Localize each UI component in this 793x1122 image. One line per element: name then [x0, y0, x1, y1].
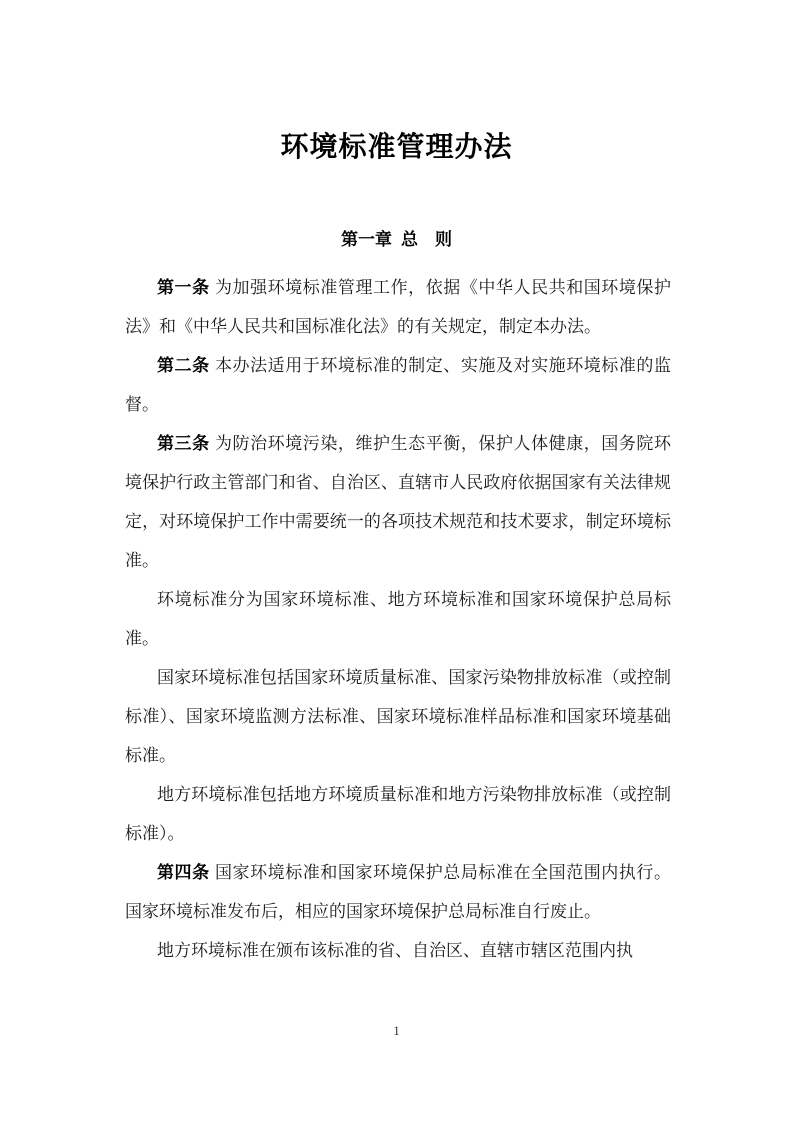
article-paragraph: [125, 424, 671, 580]
article-text: 国家环境标准包括国家环境质量标准、国家污染物排放标准（或控制标准）、国家环境监测方法标准、国家环境标准样品标准和国家环境基础标准。: [125, 668, 671, 765]
chapter-name: 总 则: [401, 230, 452, 249]
article-text: 环境标准分为国家环境标准、地方环境标准和国家环境保护总局标准。: [125, 590, 671, 648]
article-text: 地方环境标准包括地方环境质量标准和地方污染物排放标准（或控制标准）。: [125, 785, 671, 843]
article-marker: 第二条: [157, 356, 210, 375]
article-paragraph: [125, 346, 671, 424]
article-marker: 第三条: [157, 434, 210, 453]
article-text: 为防治环境污染，维护生态平衡，保护人体健康，国务院环境保护行政主管部门和省、自治区、直辖市人民政府依据国家有关法律规定，对环境保护工作中需要统一的各项技术规范和技术要求，制定环境标准。: [125, 434, 671, 570]
article-text: 为加强环境标准管理工作，依据《中华人民共和国环境保护法》和《中华人民共和国标准化法》的有关规定，制定本办法。: [125, 278, 671, 336]
document-body: [125, 268, 671, 970]
body-paragraph: [125, 931, 671, 970]
body-paragraph: [125, 775, 671, 853]
article-text: 国家环境标准和国家环境保护总局标准在全国范围内执行。国家环境标准发布后，相应的国家环境保护总局标准自行废止。: [125, 863, 671, 921]
body-paragraph: [125, 658, 671, 775]
article-marker: 第一条: [157, 278, 210, 297]
chapter-number: 第一章: [341, 230, 392, 249]
article-marker: 第四条: [157, 863, 210, 882]
body-paragraph: [125, 580, 671, 658]
page-number: 1: [393, 1023, 400, 1038]
chapter-heading: [0, 226, 793, 254]
article-paragraph: [125, 853, 671, 931]
article-paragraph: [125, 268, 671, 346]
article-text: 本办法适用于环境标准的制定、实施及对实施环境标准的监督。: [125, 356, 671, 414]
page-title: 环境标准管理办法: [280, 130, 513, 162]
article-text: 地方环境标准在颁布该标准的省、自治区、直辖市辖区范围内执: [157, 941, 633, 960]
